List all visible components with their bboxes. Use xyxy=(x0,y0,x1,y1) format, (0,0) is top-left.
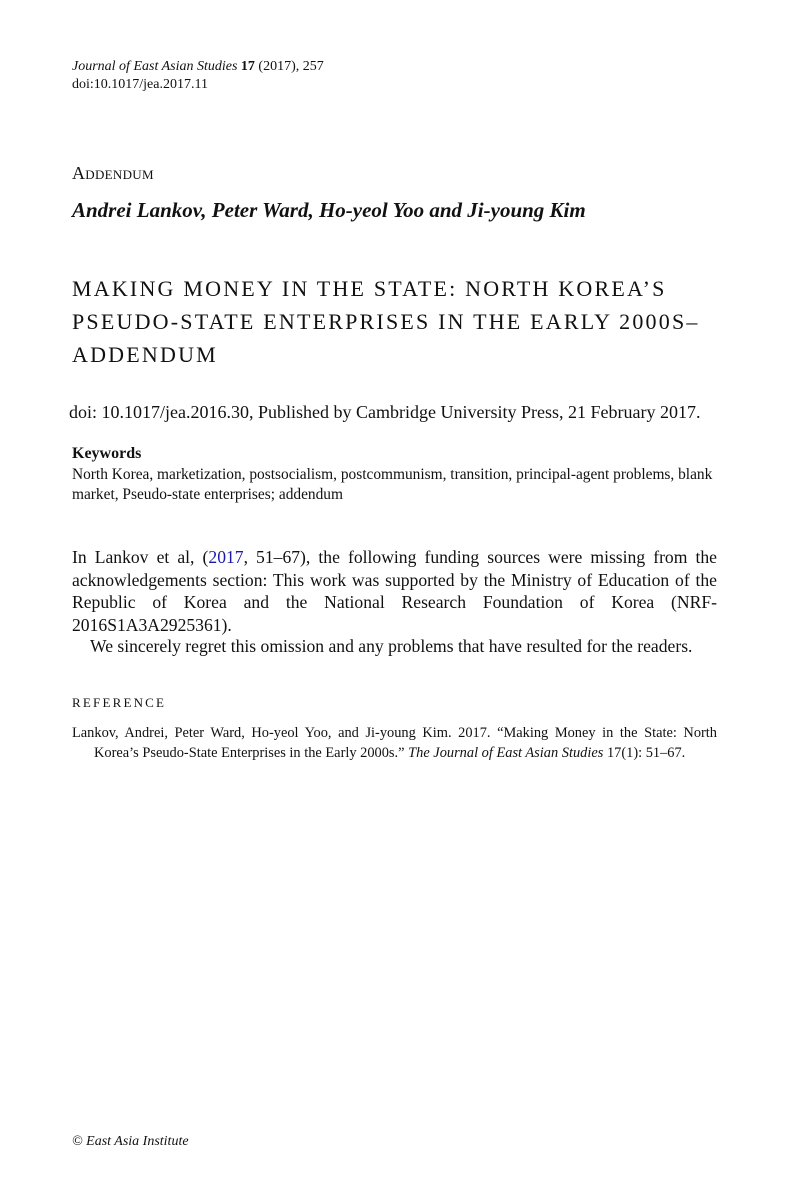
keywords-list: North Korea, marketization, postsocialism, postcommunism, transition, principal-agent problems, blank market, Pseudo-state enterprises; addendum xyxy=(72,466,713,503)
original-article-doi: doi: 10.1017/jea.2016.30, Published by Cambridge University Press, 21 February 2017. xyxy=(69,402,701,422)
body-paragraph-text-end: , 51–67), the following funding sources were missing from the acknowledgements section: This work was supported by the Ministry of Education of the Republic of Korea and the National Research Foundation of Korea (NRF-2016S1A3A2925361). xyxy=(72,547,717,635)
journal-citation xyxy=(72,58,324,76)
footer-copyright: © East Asia Institute xyxy=(72,1134,189,1149)
reference-volume-pages: 17(1): 51–67. xyxy=(603,745,686,761)
reference-entry-authors-title: Lankov, Andrei, Peter Ward, Ho-yeol Yoo, and Ji-young Kim. 2017. “Making Money in the State: North Korea’s Pseudo-State Enterprises in the Early 2000s.” xyxy=(72,725,717,761)
body-paragraph xyxy=(72,546,717,636)
keywords-heading: Keywords xyxy=(72,445,142,462)
journal-volume: 17 xyxy=(240,59,255,74)
journal-name: Journal of East Asian Studies xyxy=(72,59,238,74)
citation-link-2017[interactable]: 2017 xyxy=(208,547,244,567)
reference-entry xyxy=(72,723,717,763)
reference-heading: REFERENCE xyxy=(72,695,167,710)
article-doi: doi:10.1017/jea.2017.11 xyxy=(72,77,208,92)
author-list: Andrei Lankov, Peter Ward, Ho-yeol Yoo and Ji-young Kim xyxy=(72,198,586,222)
body-paragraph-text-start: In Lankov et al, ( xyxy=(72,547,209,567)
article-title: MAKING MONEY IN THE STATE: NORTH KOREA’S PSEUDO-STATE ENTERPRISES IN THE EARLY 2000S–ADDENDUM xyxy=(72,276,700,367)
reference-journal-name: The Journal of East Asian Studies xyxy=(408,745,604,761)
apology-paragraph: We sincerely regret this omission and any problems that have resulted for the readers. xyxy=(90,636,693,656)
journal-year-pages: (2017), 257 xyxy=(258,59,324,74)
section-label: Addendum xyxy=(72,163,154,183)
